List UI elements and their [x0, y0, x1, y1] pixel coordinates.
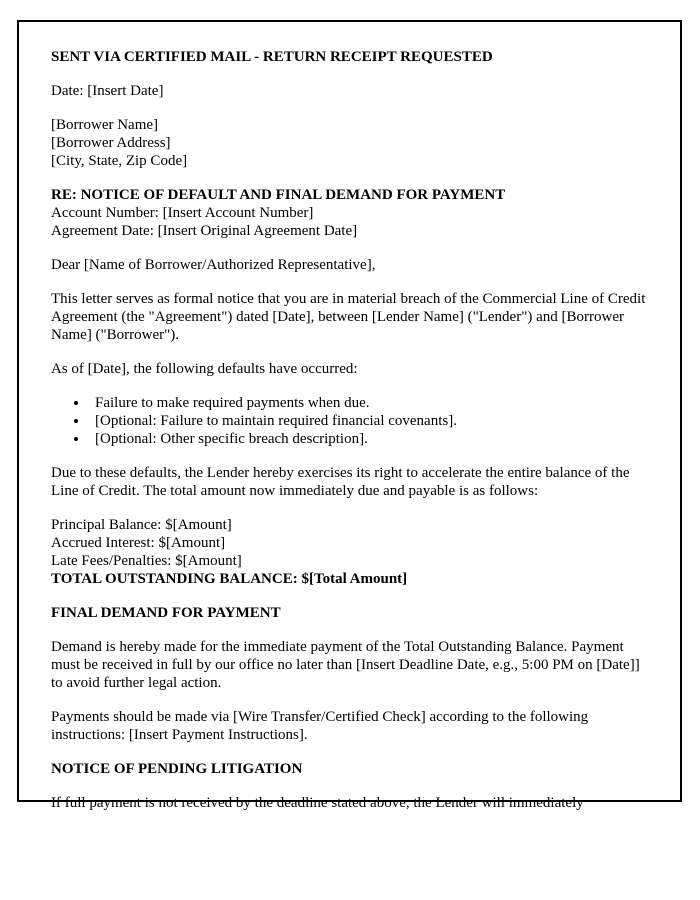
letter-page [17, 20, 682, 811]
account-number-line: Account Number: [Insert Account Number] [51, 205, 314, 221]
heading-final-demand: FINAL DEMAND FOR PAYMENT [51, 605, 281, 621]
paragraph-demand: Demand is hereby made for the immediate payment of the Total Outstanding Balance. Payment must be received in full by our office no later than [Insert Deadline Date, e.g., 5:00 PM on [Date]] to avoid further legal action. [51, 639, 640, 691]
paragraph-breach-notice: This letter serves as formal notice that you are in material breach of the Commercial Line of Credit Agreement (the "Agreement") dated [Date], between [Lender Name] ("Lender") and [Borrower Name] ("Borrower"). [51, 291, 646, 343]
certified-mail-line: SENT VIA CERTIFIED MAIL - RETURN RECEIPT REQUESTED [51, 49, 493, 65]
late-fees-line: Late Fees/Penalties: $[Amount] [51, 553, 242, 569]
accrued-interest-line: Accrued Interest: $[Amount] [51, 535, 226, 551]
borrower-city-line: [City, State, Zip Code] [51, 153, 188, 169]
paragraph-defaults-intro: As of [Date], the following defaults have occurred: [51, 361, 358, 377]
borrower-address-block [51, 116, 648, 170]
defaults-list [51, 394, 648, 448]
list-item: • [Optional: Failure to maintain required financial covenants]. [89, 412, 648, 430]
paragraph-acceleration: Due to these defaults, the Lender hereby exercises its right to accelerate the entire balance of the Line of Credit. The total amount now immediately due and payable is as follows: [51, 465, 630, 499]
list-item: • [Optional: Other specific breach description]. [89, 430, 648, 448]
list-item: • Failure to make required payments when due. [89, 394, 648, 412]
principal-balance-line: Principal Balance: $[Amount] [51, 517, 232, 533]
salutation: Dear [Name of Borrower/Authorized Representative], [51, 257, 376, 273]
heading-pending-litigation: NOTICE OF PENDING LITIGATION [51, 761, 303, 777]
paragraph-payment-method: Payments should be made via [Wire Transfer/Certified Check] according to the following instructions: [Insert Payment Instructions]. [51, 709, 589, 743]
re-subject-line: RE: NOTICE OF DEFAULT AND FINAL DEMAND FOR PAYMENT [51, 187, 506, 203]
total-outstanding-line: TOTAL OUTSTANDING BALANCE: $[Total Amount] [51, 571, 408, 587]
date-line: Date: [Insert Date] [51, 83, 164, 99]
borrower-address-line: [Borrower Address] [51, 135, 171, 151]
agreement-date-line: Agreement Date: [Insert Original Agreement Date] [51, 223, 358, 239]
borrower-name-line: [Borrower Name] [51, 117, 159, 133]
paragraph-litigation-clipped: If full payment is not received by the deadline stated above, the Lender will immediately [51, 795, 584, 811]
balance-block [51, 516, 648, 588]
re-block [51, 186, 648, 240]
